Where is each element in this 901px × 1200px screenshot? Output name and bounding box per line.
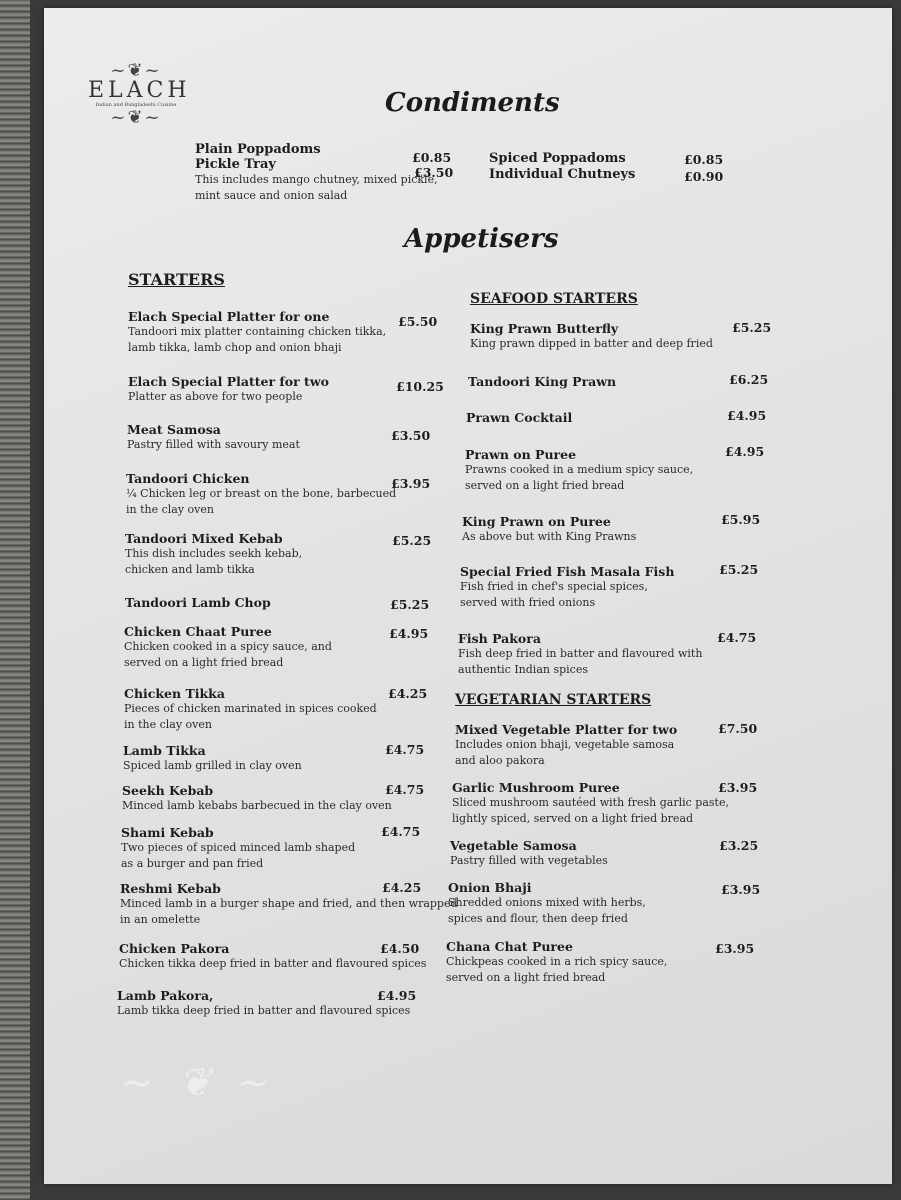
item-price: £5.25 — [719, 562, 759, 577]
condiment-name: Spiced Poppadoms — [489, 151, 626, 166]
item-name: Prawn Cocktail — [466, 410, 573, 425]
item-description: served with fried onions — [460, 596, 596, 609]
item-price: £4.75 — [381, 824, 421, 839]
vegetarian-starters-heading: VEGETARIAN STARTERS — [455, 692, 652, 708]
restaurant-logo — [88, 60, 191, 158]
item-price: £4.75 — [385, 742, 425, 757]
item-price: £5.25 — [732, 320, 772, 335]
background-watermark: ~ ❦ ~ — [120, 1060, 276, 1106]
item-name: Garlic Mushroom Puree — [452, 780, 620, 795]
item-description: This dish includes seekh kebab, — [125, 547, 303, 560]
item-description: served on a light fried bread — [465, 479, 625, 492]
item-description: King prawn dipped in batter and deep fried — [470, 337, 713, 350]
item-description: as a burger and pan fried — [121, 857, 264, 870]
item-price: £5.25 — [392, 533, 432, 548]
item-price: £4.95 — [725, 444, 765, 459]
starter-item — [123, 743, 302, 774]
item-description: Chickpeas cooked in a rich spicy sauce, — [446, 955, 668, 968]
item-name: Chicken Chaat Puree — [124, 624, 272, 639]
condiment-price: £3.50 — [414, 165, 454, 180]
starters-heading: STARTERS — [128, 270, 225, 289]
condiment-price: £0.90 — [684, 169, 724, 184]
vegetarian-starter-item — [448, 880, 646, 927]
seafood-starters-heading: SEAFOOD STARTERS — [470, 291, 638, 307]
seafood-starter-item — [462, 514, 636, 545]
vegetarian-starter-item — [450, 838, 608, 869]
item-description: Shredded onions mixed with herbs, — [448, 896, 646, 909]
item-price: £3.95 — [391, 476, 431, 491]
item-name: Elach Special Platter for two — [128, 374, 329, 389]
item-description: chicken and lamb tikka — [125, 563, 255, 576]
item-price: £3.95 — [715, 941, 755, 956]
item-description: lamb tikka, lamb chop and onion bhaji — [128, 341, 342, 354]
item-name: Fish Pakora — [458, 631, 541, 646]
item-name: Onion Bhaji — [448, 880, 532, 895]
item-description: Pastry filled with savoury meat — [127, 438, 300, 451]
starter-item — [121, 825, 355, 872]
condiment-item — [489, 152, 626, 166]
item-price: £3.95 — [721, 882, 761, 897]
seafood-starter-item — [460, 564, 674, 611]
item-description: Spiced lamb grilled in clay oven — [123, 759, 302, 772]
item-name: Tandoori King Prawn — [468, 374, 617, 389]
item-name: Tandoori Chicken — [126, 471, 250, 486]
vegetarian-starter-item — [446, 939, 667, 986]
condiment-name: Plain Poppadoms — [195, 142, 321, 157]
item-name: Chicken Pakora — [119, 941, 230, 956]
item-name: Meat Samosa — [127, 422, 221, 437]
vegetarian-starter-item — [455, 722, 677, 769]
logo-subtitle: Indian and Bangladeshi Cuisine — [95, 102, 177, 108]
item-name: Tandoori Mixed Kebab — [125, 531, 283, 546]
item-price: £4.95 — [389, 626, 429, 641]
item-description: and aloo pakora — [455, 754, 545, 767]
item-name: Tandoori Lamb Chop — [125, 595, 271, 610]
condiment-name: Pickle Tray — [195, 157, 276, 172]
vegetarian-starter-item — [452, 780, 729, 827]
item-description: served on a light fried bread — [446, 971, 606, 984]
item-name: Lamb Tikka — [123, 743, 206, 758]
item-description: authentic Indian spices — [458, 663, 588, 676]
starter-item — [124, 624, 332, 671]
item-price: £5.50 — [398, 314, 438, 329]
item-price: £4.75 — [385, 782, 425, 797]
item-description: Two pieces of spiced minced lamb shaped — [121, 841, 356, 854]
item-price: £4.50 — [380, 941, 420, 956]
item-description: Fish fried in chef's special spices, — [460, 580, 648, 593]
starter-item — [128, 309, 386, 356]
item-description: Fish deep fried in batter and flavoured with — [458, 647, 703, 660]
item-price: £6.25 — [729, 372, 769, 387]
logo-ornament-bottom: ~❦~ — [110, 107, 162, 128]
starter-item — [122, 783, 392, 814]
item-name: Lamb Pakora, — [117, 988, 214, 1003]
item-description: Pastry filled with vegetables — [450, 854, 608, 867]
item-description: Includes onion bhaji, vegetable samosa — [455, 738, 675, 751]
item-name: Elach Special Platter for one — [128, 309, 330, 324]
item-description: Sliced mushroom sautéed with fresh garlic paste, — [452, 796, 729, 809]
item-name: Seekh Kebab — [122, 783, 214, 798]
starter-item — [128, 374, 329, 405]
item-description: in an omelette — [120, 913, 201, 926]
item-name: Mixed Vegetable Platter for two — [455, 722, 678, 737]
logo-ornament-top: ~❦~ — [110, 60, 162, 81]
condiment-name: Individual Chutneys — [489, 167, 636, 182]
item-description: ¼ Chicken leg or breast on the bone, barbecued — [126, 487, 397, 500]
item-price: £7.50 — [718, 721, 758, 736]
item-name: Special Fried Fish Masala Fish — [460, 564, 675, 579]
item-price: £4.95 — [377, 988, 417, 1003]
item-name: Chana Chat Puree — [446, 939, 573, 954]
item-price: £4.25 — [388, 686, 428, 701]
item-description: Tandoori mix platter containing chicken tikka, — [128, 325, 387, 338]
item-price: £4.75 — [717, 630, 757, 645]
item-description: Pieces of chicken marinated in spices cooked — [124, 702, 377, 715]
condiment-price: £0.85 — [684, 152, 724, 167]
item-description: Platter as above for two people — [128, 390, 303, 403]
item-name: Prawn on Puree — [465, 447, 577, 462]
starter-item — [124, 686, 377, 733]
item-name: Vegetable Samosa — [450, 838, 577, 853]
item-price: £5.95 — [721, 512, 761, 527]
appetisers-title: Appetisers — [404, 224, 559, 254]
item-description: lightly spiced, served on a light fried bread — [452, 812, 694, 825]
starter-item — [127, 422, 300, 453]
item-price: £4.95 — [727, 408, 767, 423]
item-name: Shami Kebab — [121, 825, 214, 840]
item-description: spices and flour, then deep fried — [448, 912, 628, 925]
starter-item — [125, 531, 302, 578]
item-description: Prawns cooked in a medium spicy sauce, — [465, 463, 694, 476]
logo-name: ELACH — [88, 78, 191, 103]
item-description: Minced lamb kebabs barbecued in the clay oven — [122, 799, 392, 812]
item-description: Chicken cooked in a spicy sauce, and — [124, 640, 332, 653]
starter-item — [117, 988, 410, 1019]
condiment-item — [195, 158, 438, 204]
starter-item — [126, 471, 396, 518]
item-name: Chicken Tikka — [124, 686, 225, 701]
item-description: in the clay oven — [126, 503, 214, 516]
condiment-item — [195, 143, 321, 157]
seafood-starter-item — [466, 410, 572, 425]
condiments-title: Condiments — [385, 88, 560, 118]
seafood-starter-item — [458, 631, 702, 678]
seafood-starter-item — [470, 321, 713, 352]
item-name: King Prawn on Puree — [462, 514, 611, 529]
condiment-item — [489, 168, 635, 182]
starter-item — [125, 595, 271, 610]
seafood-starter-item — [465, 447, 693, 494]
item-description: in the clay oven — [124, 718, 212, 731]
item-price: £4.25 — [382, 880, 422, 895]
seafood-starter-item — [468, 374, 616, 389]
item-price: £10.25 — [396, 379, 444, 394]
condiment-price: £0.85 — [412, 150, 452, 165]
item-price: £3.50 — [391, 428, 431, 443]
item-description: served on a light fried bread — [124, 656, 284, 669]
item-description: Chicken tikka deep fried in batter and flavoured spices — [119, 957, 427, 970]
item-description: As above but with King Prawns — [462, 530, 637, 543]
item-description: Minced lamb in a burger shape and fried, and then wrapped — [120, 897, 458, 910]
condiment-description: This includes mango chutney, mixed pickle, — [195, 173, 438, 186]
item-name: King Prawn Butterfly — [470, 321, 619, 336]
item-description: Lamb tikka deep fried in batter and flavoured spices — [117, 1004, 411, 1017]
item-price: £5.25 — [390, 597, 430, 612]
condiment-description: mint sauce and onion salad — [195, 189, 348, 202]
item-name: Reshmi Kebab — [120, 881, 221, 896]
item-price: £3.95 — [718, 780, 758, 795]
item-price: £3.25 — [719, 838, 759, 853]
